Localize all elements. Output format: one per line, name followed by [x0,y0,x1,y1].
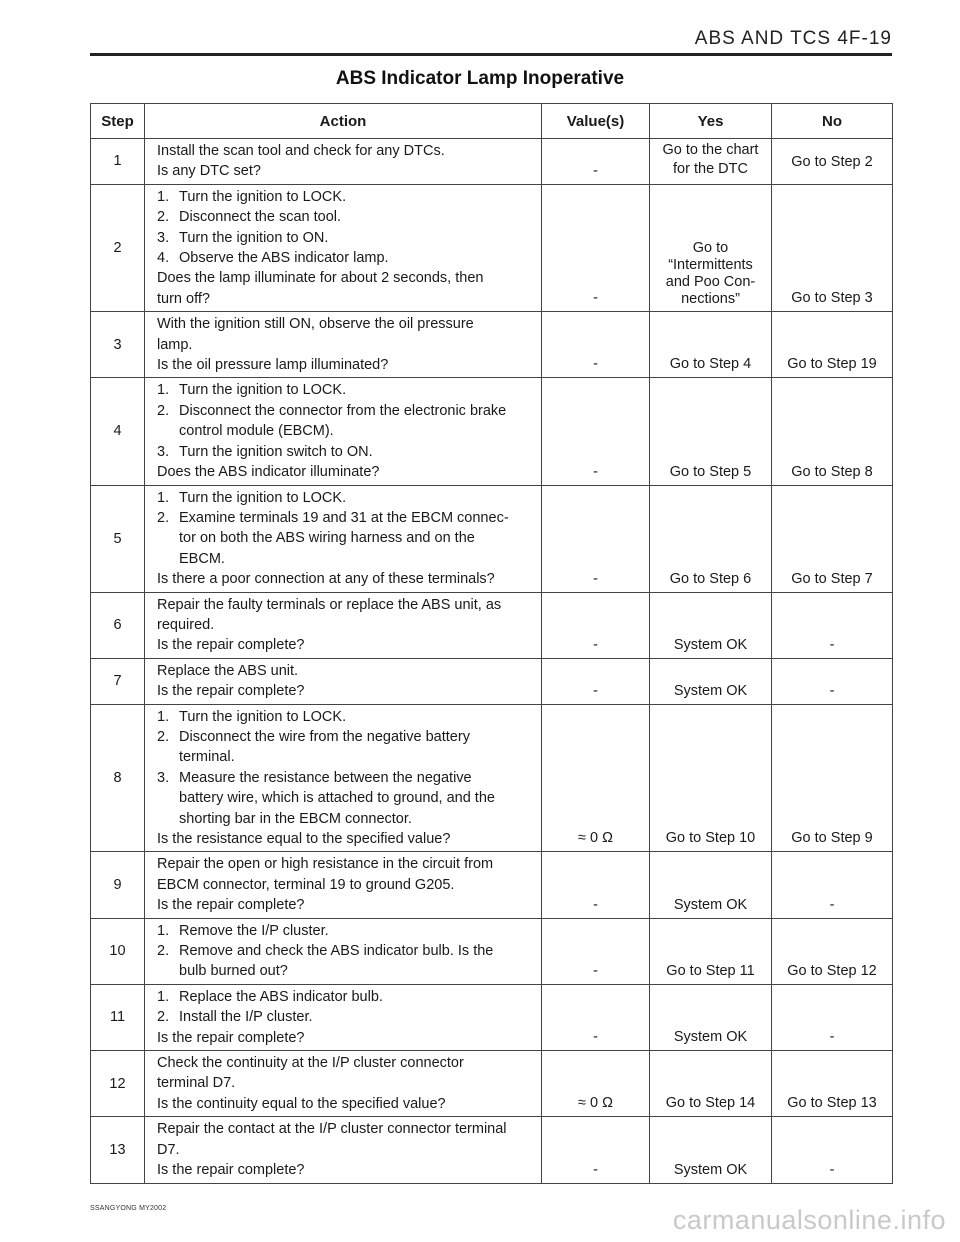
text-line: Is there a poor connection at any of these terminals? [157,571,495,588]
text-line: System OK [673,1029,748,1046]
action-cell [145,592,542,658]
text-line: Install the scan tool and check for any DTCs. [157,143,445,159]
instruction-question [157,1119,535,1160]
text-line: Is the continuity equal to the specified value? [157,1095,446,1112]
value-cell: - [542,378,650,485]
yes-cell [650,984,772,1050]
text-line: Turn the ignition to LOCK. [179,489,347,506]
instruction-number: 3. [157,443,170,460]
step-number: 4 [91,378,145,485]
column-header-yes: Yes [650,104,772,139]
instruction-text [179,707,535,727]
no-cell: Go to Step 2 [772,139,893,185]
instruction-number: 3. [157,229,170,246]
value-cell: - [542,184,650,311]
instruction-number: 1. [157,489,170,506]
numbered-instruction [157,248,535,268]
instruction-question [157,355,535,375]
text-line: Go to Step 4 [669,356,752,373]
table-row [91,1117,893,1183]
yes-cell [650,184,772,311]
text-line: terminal. [179,749,235,766]
watermark: carmanualsonline.info [672,1205,946,1235]
instruction-text [179,248,535,268]
action-cell [145,658,542,704]
instruction-number: 2. [157,402,170,419]
table-body [91,139,893,1184]
yes-cell [650,592,772,658]
step-number: 3 [91,312,145,378]
instruction-question [157,829,535,849]
numbered-instruction [157,727,535,768]
text-line: nections” [681,291,740,308]
numbered-instruction [157,987,535,1007]
instruction-text [179,207,535,227]
instruction-text [179,941,535,982]
table-header-row [91,104,893,139]
numbered-instruction [157,207,535,227]
text-line: EBCM. [179,550,225,567]
instruction-text [179,401,535,442]
instruction-question [157,1094,535,1114]
table-row [91,704,893,852]
numbered-instruction [157,921,535,941]
text-line: Turn the ignition switch to ON. [179,443,373,460]
yes-cell [650,485,772,592]
text-line: Remove and check the ABS indicator bulb. Is the [179,943,494,960]
value-cell: ≈ 0 Ω [542,1051,650,1117]
text-line: lamp. [157,336,193,353]
action-cell [145,184,542,311]
no-cell: Go to Step 8 [772,378,893,485]
column-header-values: Value(s) [542,104,650,139]
footer-model-label: SSANGYONG MY2002 [90,1205,167,1212]
yes-cell [650,852,772,918]
text-line: control module (EBCM). [179,423,334,440]
text-line: “Intermittents [668,257,753,274]
yes-cell [650,378,772,485]
value-cell: - [542,852,650,918]
yes-cell [650,1117,772,1183]
text-line: Disconnect the scan tool. [179,209,342,226]
text-line: Is the oil pressure lamp illuminated? [157,357,389,374]
text-line: for the DTC [673,160,748,177]
instruction-text [179,921,535,941]
table-row [91,312,893,378]
page-title: ABS Indicator Lamp Inoperative [335,68,625,89]
text-line: Repair the faulty terminals or replace the ABS unit, as [157,596,502,613]
step-number: 7 [91,658,145,704]
text-line: Go to the chart [662,141,759,158]
text-line: terminal D7. [157,1075,236,1092]
instruction-number: 1. [157,922,170,939]
text-line: Repair the contact at the I/P cluster connector terminal [157,1121,507,1138]
text-line: Disconnect the connector from the electronic brake [179,402,507,419]
yes-cell [650,312,772,378]
text-line: Replace the ABS indicator bulb. [179,988,383,1005]
text-line: System OK [673,896,748,913]
numbered-instruction [157,508,535,569]
yes-cell [650,704,772,852]
instruction-question [157,268,535,309]
text-line: tor on both the ABS wiring harness and on the [179,530,475,547]
value-cell: - [542,485,650,592]
header-rule [90,53,892,56]
action-cell [145,1051,542,1117]
value-cell: - [542,658,650,704]
instruction-number: 1. [157,988,170,1005]
text-line: Is the resistance equal to the specified value? [157,831,451,847]
text-line: D7. [157,1141,180,1158]
instruction-number: 1. [157,382,170,399]
text-line: System OK [673,682,748,699]
instruction-text [179,488,535,508]
step-number: 9 [91,852,145,918]
table-row [91,139,893,185]
instruction-text [179,987,535,1007]
numbered-instruction [157,228,535,248]
action-cell [145,918,542,984]
no-cell: Go to Step 12 [772,918,893,984]
text-line: Repair the open or high resistance in the circuit from [157,856,494,873]
instruction-text [179,508,535,569]
text-line: Observe the ABS indicator lamp. [179,250,389,267]
text-line: Is any DTC set? [157,163,261,180]
text-line: Turn the ignition to LOCK. [179,708,347,725]
numbered-instruction [157,401,535,442]
table-row [91,658,893,704]
text-line: Go to Step 14 [665,1095,756,1112]
instruction-question [157,141,535,161]
text-line: and Poo Con- [665,274,756,291]
instruction-question [157,635,535,655]
instruction-question [157,1028,535,1048]
no-cell: - [772,984,893,1050]
value-cell: - [542,918,650,984]
no-cell: - [772,1117,893,1183]
table-row [91,1051,893,1117]
text-line: Disconnect the wire from the negative battery [179,728,470,745]
header-title: ABS AND TCS 4F-19 [694,28,892,49]
numbered-instruction [157,380,535,400]
instruction-number: 3. [157,769,170,786]
text-line: Is the repair complete? [157,1162,305,1179]
no-cell: Go to Step 9 [772,704,893,852]
instruction-question [157,569,535,589]
action-cell [145,1117,542,1183]
numbered-instruction [157,488,535,508]
instruction-question [157,681,535,701]
instruction-number: 1. [157,188,170,205]
numbered-instruction [157,442,535,462]
text-line: Go to Step 5 [669,463,752,480]
numbered-instruction [157,707,535,727]
text-line: Does the ABS indicator illuminate? [157,464,380,481]
text-line: Go to Step 6 [669,570,752,587]
instruction-number: 4. [157,250,170,267]
text-line: Remove the I/P cluster. [179,922,329,939]
action-cell [145,485,542,592]
instruction-text [179,187,535,207]
table-row [91,378,893,485]
instruction-question [157,854,535,895]
table-row [91,984,893,1050]
no-cell: - [772,658,893,704]
text-line: Measure the resistance between the negative [179,769,472,786]
instruction-question [157,1053,535,1094]
instruction-question [157,314,535,355]
text-line: Turn the ignition to LOCK. [179,188,347,205]
value-cell: - [542,592,650,658]
text-line: Is the repair complete? [157,1029,305,1046]
text-line: Turn the ignition to ON. [179,229,329,246]
step-number: 1 [91,139,145,185]
text-line: Is the repair complete? [157,897,305,914]
instruction-question [157,661,535,681]
value-cell: - [542,1117,650,1183]
text-line: Go to [692,240,729,257]
text-line: System OK [673,636,748,653]
action-cell [145,704,542,852]
no-cell: Go to Step 19 [772,312,893,378]
table-row [91,184,893,311]
value-cell: ≈ 0 Ω [542,704,650,852]
action-cell [145,852,542,918]
text-line: battery wire, which is attached to ground, and the [179,790,495,807]
text-line: Go to Step 11 [666,962,755,979]
text-line: Is the repair complete? [157,637,305,654]
action-cell [145,378,542,485]
yes-cell [650,918,772,984]
value-cell: - [542,139,650,185]
instruction-number: 2. [157,509,170,526]
step-number: 12 [91,1051,145,1117]
text-line: Check the continuity at the I/P cluster connector [157,1055,464,1072]
text-line: Is the repair complete? [157,683,305,700]
instruction-text [179,727,535,768]
column-header-no: No [772,104,893,139]
instruction-question [157,161,535,181]
step-number: 11 [91,984,145,1050]
instruction-number: 2. [157,728,170,745]
table-row [91,485,893,592]
table-row [91,852,893,918]
step-number: 10 [91,918,145,984]
no-cell: Go to Step 13 [772,1051,893,1117]
text-line: Examine terminals 19 and 31 at the EBCM connec- [179,509,509,526]
text-line: turn off? [157,290,210,307]
instruction-text [179,228,535,248]
step-number: 8 [91,704,145,852]
instruction-question [157,1160,535,1180]
text-line: Install the I/P cluster. [179,1009,313,1026]
no-cell: - [772,592,893,658]
text-line: bulb burned out? [179,963,288,980]
action-cell [145,984,542,1050]
step-number: 2 [91,184,145,311]
text-line: Does the lamp illuminate for about 2 seconds, then [157,270,484,287]
text-line: shorting bar in the EBCM connector. [179,810,412,827]
no-cell: Go to Step 3 [772,184,893,311]
numbered-instruction [157,768,535,829]
instruction-text [179,442,535,462]
numbered-instruction [157,187,535,207]
instruction-question [157,895,535,915]
no-cell: Go to Step 7 [772,485,893,592]
instruction-text [179,768,535,829]
yes-cell [650,139,772,185]
table-row [91,918,893,984]
step-number: 6 [91,592,145,658]
action-cell [145,139,542,185]
instruction-number: 2. [157,943,170,960]
column-header-step: Step [91,104,145,139]
text-line: Turn the ignition to LOCK. [179,382,347,399]
text-line: required. [157,616,215,633]
step-number: 13 [91,1117,145,1183]
instruction-question [157,462,535,482]
value-cell: - [542,312,650,378]
no-cell: - [772,852,893,918]
column-header-action: Action [145,104,542,139]
text-line: EBCM connector, terminal 19 to ground G205. [157,876,455,893]
value-cell: - [542,984,650,1050]
instruction-text [179,1007,535,1027]
diagnostic-table [90,103,893,1184]
instruction-number: 1. [157,708,170,725]
instruction-number: 2. [157,209,170,226]
instruction-number: 2. [157,1009,170,1026]
text-line: With the ignition still ON, observe the oil pressure [157,316,474,333]
yes-cell [650,1051,772,1117]
step-number: 5 [91,485,145,592]
numbered-instruction [157,941,535,982]
instruction-question [157,595,535,636]
numbered-instruction [157,1007,535,1027]
yes-cell [650,658,772,704]
text-line: Go to Step 10 [665,830,756,847]
table-row [91,592,893,658]
instruction-text [179,380,535,400]
action-cell [145,312,542,378]
text-line: Replace the ABS unit. [157,662,299,679]
text-line: System OK [673,1161,748,1178]
